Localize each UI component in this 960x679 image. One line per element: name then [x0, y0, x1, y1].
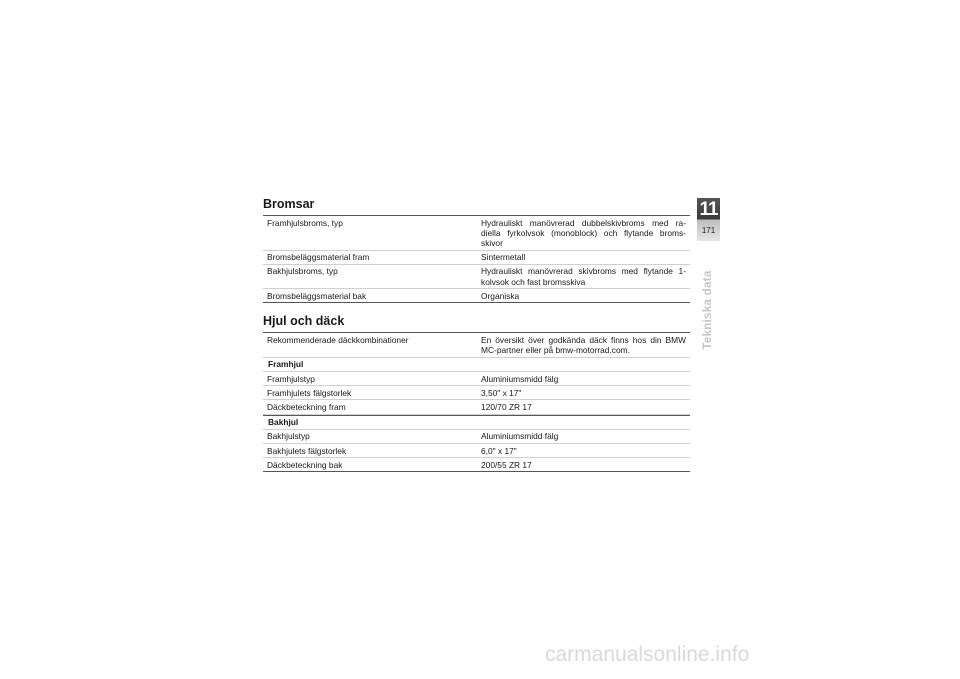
section-title-brakes: Bromsar — [263, 197, 315, 211]
row-value: Hydrauliskt manövrerad skivbroms med flytande 1-kolvsok och fast bromsskiva — [481, 266, 686, 287]
row-label: Bromsbeläggsmaterial bak — [267, 290, 367, 301]
row-label: Bakhjulstyp — [267, 431, 310, 442]
page-number: 171 — [701, 226, 716, 235]
row-label: Bakhjulets fälgstorlek — [267, 445, 347, 456]
row-value: 200/55 ZR 17 — [481, 459, 532, 470]
table-row — [263, 265, 690, 289]
brakes-table — [263, 215, 690, 303]
row-value: Aluminiumsmidd fälg — [481, 373, 559, 384]
table-row — [263, 216, 690, 251]
row-label: Framhjulstyp — [267, 373, 315, 384]
section-title-wheels: Hjul och däck — [263, 314, 345, 329]
page-content — [263, 196, 690, 472]
group-heading-label: Framhjul — [268, 359, 304, 370]
chapter-number: 11 — [699, 199, 718, 220]
table-row — [263, 251, 690, 265]
table-row — [263, 289, 690, 302]
chapter-side-label: Tekniska data — [702, 270, 714, 350]
row-label: Framhjulets fälgstorlek — [267, 387, 352, 398]
table-row — [263, 372, 690, 386]
table-row — [263, 430, 690, 444]
table-row — [263, 458, 690, 471]
table-row — [263, 333, 690, 357]
row-label: Framhjulsbroms, typ — [267, 217, 343, 228]
row-value: Hydrauliskt manövrerad dubbelskivbroms med ra- diella fyrkolvsok (monoblock) och flytande broms- skivor — [481, 217, 686, 248]
row-label: Däckbeteckning fram — [267, 401, 346, 412]
group-heading-rear — [263, 415, 690, 430]
group-heading-label: Bakhjul — [268, 417, 299, 428]
row-value: Organiska — [481, 290, 520, 301]
row-value: 120/70 ZR 17 — [481, 401, 532, 412]
row-value: 3,50" x 17" — [481, 387, 522, 398]
row-value: En översikt över godkända däck finns hos din BMW MC-partner eller på bmw-motorrad.com. — [481, 334, 686, 356]
table-row — [263, 444, 690, 458]
row-value: Aluminiumsmidd fälg — [481, 431, 559, 442]
table-row — [263, 386, 690, 400]
table-row — [263, 400, 690, 414]
row-value: Sintermetall — [481, 252, 526, 263]
wheels-table — [263, 332, 690, 472]
row-label: Bakhjulsbroms, typ — [267, 266, 338, 277]
row-label: Däckbeteckning bak — [267, 459, 343, 470]
row-label: Bromsbeläggsmaterial fram — [267, 252, 370, 263]
row-label: Rekommenderade däckkombinationer — [267, 334, 409, 345]
watermark-text: carmanualsonline.info — [545, 643, 750, 666]
group-heading-front — [263, 358, 690, 372]
row-value: 6,0" x 17" — [481, 445, 517, 456]
